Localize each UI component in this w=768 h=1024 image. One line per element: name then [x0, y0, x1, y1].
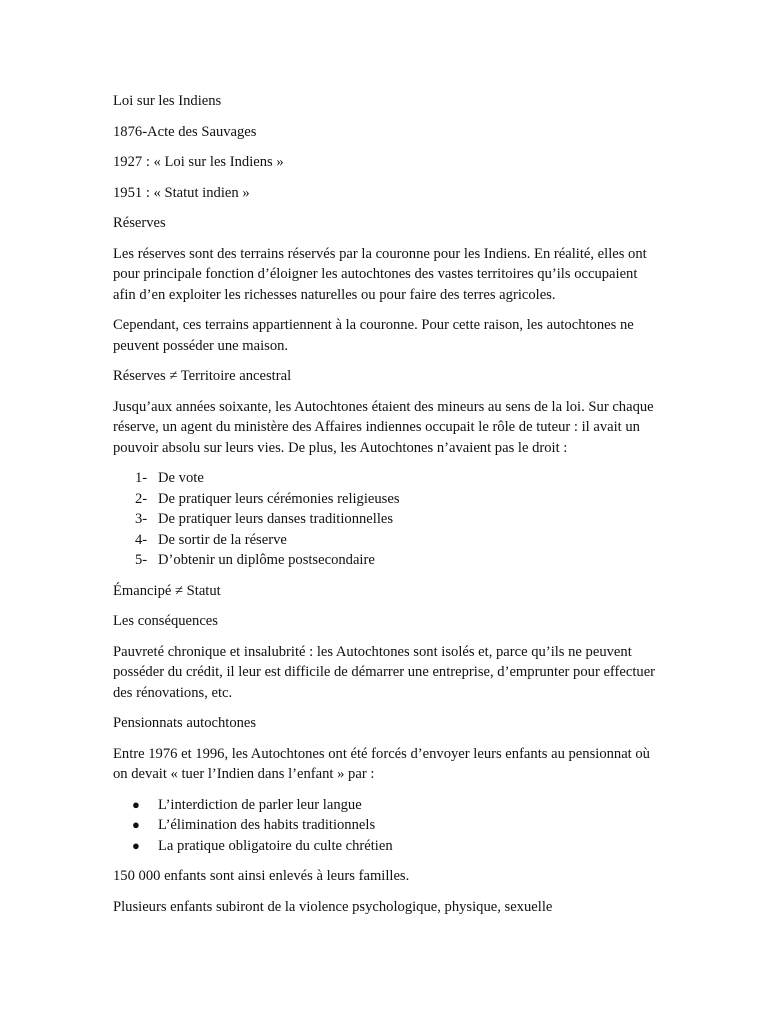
paragraph-enfants-enleves: 150 000 enfants sont ainsi enlevés à leurs familles. — [113, 868, 410, 884]
list-item-text: L’interdiction de parler leur langue — [158, 796, 362, 813]
line-1876: 1876-Acte des Sauvages — [113, 123, 257, 140]
heading-consequences: Les conséquences — [113, 613, 218, 629]
list-number: 4- — [135, 531, 148, 548]
heading-emancipe-statut: Émancipé ≠ Statut — [113, 582, 221, 599]
list-item — [113, 836, 658, 857]
list-item — [113, 815, 658, 836]
list-item-text: De pratiquer leurs danses traditionnelles — [158, 511, 394, 527]
list-item — [113, 530, 658, 551]
list-item-text: L’élimination des habits traditionnels — [158, 817, 376, 833]
heading-loi-sur-les-indiens: Loi sur les Indiens — [113, 93, 222, 109]
heading-reserves: Réserves — [113, 215, 166, 231]
paragraph-reserves-couronne: Cependant, ces terrains appartiennent à la couronne. Pour cette raison, les autochtones ne peuvent posséder une maison. — [113, 317, 634, 354]
numbered-list-droits — [113, 468, 658, 571]
list-item — [113, 489, 658, 510]
document-page — [113, 91, 658, 927]
paragraph-pauvrete: Pauvreté chronique et insalubrité : les Autochtones sont isolés et, parce qu’ils ne peuvent posséder du crédit, il leur est difficile de démarrer une entreprise, d’emprunter pour effectuer des rénovations, etc. — [113, 643, 656, 701]
line-1927: 1927 : « Loi sur les Indiens » — [113, 154, 284, 170]
list-item — [113, 550, 658, 571]
list-number: 1- — [135, 470, 148, 486]
list-item-text: D’obtenir un diplôme postsecondaire — [158, 552, 375, 568]
list-item-text: De sortir de la réserve — [158, 531, 287, 548]
list-number: 2- — [135, 490, 148, 507]
heading-pensionnats: Pensionnats autochtones — [113, 715, 257, 731]
paragraph-pensionnats: Entre 1976 et 1996, les Autochtones ont été forcés d’envoyer leurs enfants au pensionnat où on devait « tuer l’Indien dans l’enfant » par : — [113, 745, 650, 782]
paragraph-reserves-definition: Les réserves sont des terrains réservés par la couronne pour les Indiens. En réalité, elles ont pour principale fonction d’éloigner les autochtones des vastes territoires qu’ils occupaient afin d’en exploiter les richesses naturelles ou pour faire des terres agricoles. — [113, 245, 647, 303]
paragraph-violence: Plusieurs enfants subiront de la violence psychologique, physique, sexuelle — [113, 898, 553, 915]
bullet-list-pensionnats — [113, 795, 658, 857]
bullet-icon: ● — [132, 837, 140, 853]
list-item — [113, 795, 658, 816]
list-item-text: La pratique obligatoire du culte chrétien — [158, 837, 393, 854]
heading-reserves-territoire: Réserves ≠ Territoire ancestral — [113, 368, 292, 384]
list-number: 5- — [135, 552, 148, 568]
bullet-icon: ● — [132, 817, 140, 832]
list-item-text: De vote — [158, 470, 204, 486]
list-item — [113, 509, 658, 530]
list-item — [113, 468, 658, 489]
line-1951: 1951 : « Statut indien » — [113, 184, 250, 201]
paragraph-mineurs: Jusqu’aux années soixante, les Autochtones étaient des mineurs au sens de la loi. Sur chaque réserve, un agent du ministère des Affaires indiennes occupait le rôle de tuteur : il avait un pouvoir absolu sur leurs vies. De plus, les Autochtones n’avaient pas le droit : — [113, 398, 654, 456]
bullet-icon: ● — [132, 796, 140, 812]
list-number: 3- — [135, 511, 148, 527]
list-item-text: De pratiquer leurs cérémonies religieuses — [158, 490, 400, 507]
